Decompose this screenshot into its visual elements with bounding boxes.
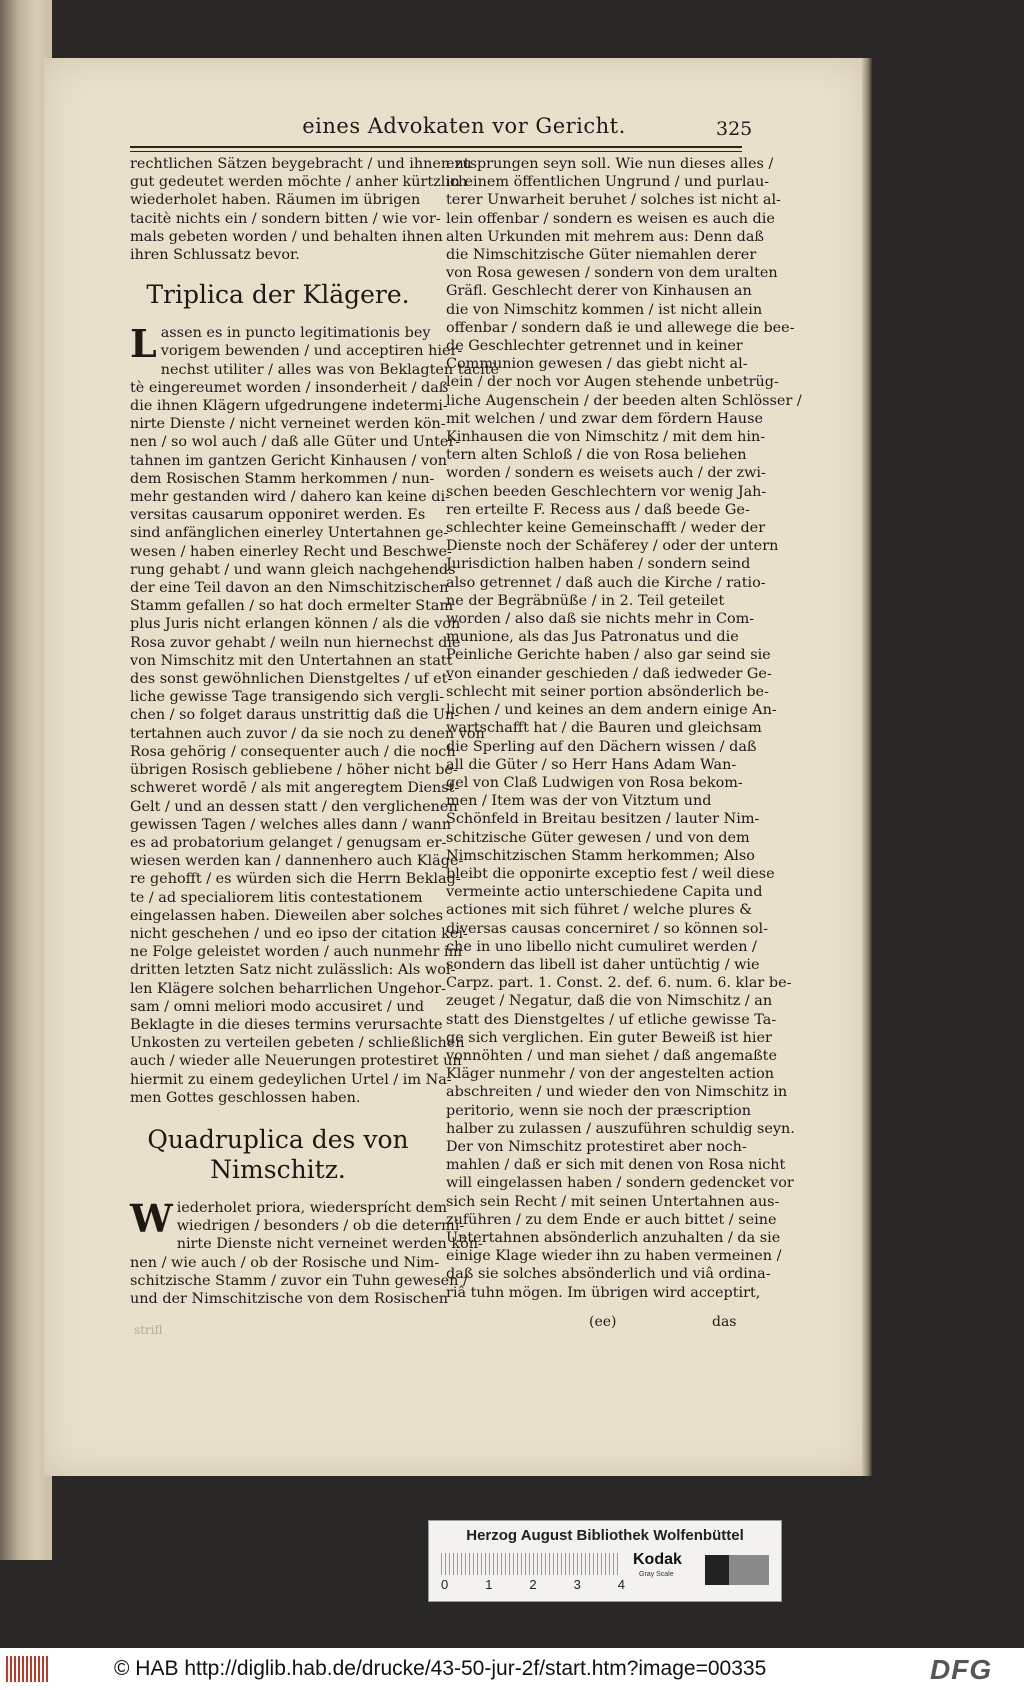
text-line: men / Item was der von Vitztum und <box>446 793 712 810</box>
text-line: tahnen im gantzen Gericht Kinhausen / von <box>130 452 448 469</box>
text-line: sam / omni meliori modo accusiret / und <box>130 998 425 1015</box>
text-line: Jurisdiction halben haben / sondern seind <box>446 556 751 573</box>
section-quadruplica <box>130 1195 483 1308</box>
page-number: 325 <box>716 118 753 140</box>
text-line: all die Güter / so Herr Hans Adam Wan- <box>446 756 737 773</box>
text-line: die ihnen Klägern ufgedrungene indetermi- <box>130 398 448 415</box>
text-line: schweret wordē / als mit angeregtem Dienst- <box>130 780 460 797</box>
text-line: sich sein Recht / mit seinen Untertahnen aus- <box>446 1193 780 1210</box>
text-line: Gräfl. Geschlecht derer von Kinhausen an <box>446 283 752 300</box>
text-line: actiones mit sich führet / welche plures & <box>446 902 753 919</box>
text-line: wiesen werden kan / dannenhero auch Kläge- <box>130 853 464 870</box>
text-line: wiedrigen / besonders / ob die determi- <box>176 1218 465 1235</box>
text-line: mit welchen / und zwar dem fördern Hause <box>446 410 763 427</box>
scale-number: 1 <box>485 1577 493 1592</box>
text-line: alten Urkunden mit mehrem aus: Denn daß <box>446 228 765 245</box>
text-line: abschreiten / und wieder den von Nimschitz in <box>446 1084 788 1101</box>
text-line: ne der Begräbnüße / in 2. Teil geteilet <box>446 592 725 609</box>
text-line: men Gottes geschlossen haben. <box>130 1089 361 1106</box>
text-line: Stamm gefallen / so hat doch ermelter Stam <box>130 598 454 615</box>
page-edge <box>862 58 872 1476</box>
text-line: Schönfeld in Breitau besitzen / lauter Nim- <box>446 811 760 828</box>
text-line: vorigem bewenden / und acceptiren hier- <box>160 343 463 360</box>
drop-cap: L <box>130 321 157 367</box>
footer-bar <box>0 1648 1024 1690</box>
text-line: gel von Claß Ludwigen von Rosa bekom- <box>446 774 743 791</box>
text-line: mehr gestanden wird / dahero kan keine di- <box>130 489 450 506</box>
text-line: len Klägere solchen beharrlichen Ungehor- <box>130 980 446 997</box>
text-line: entsprungen seyn soll. Wie nun dieses alles / <box>446 156 774 172</box>
section-quadruplica-text <box>130 1195 483 1308</box>
text-line: also getrennet / daß auch die Kirche / ratio- <box>446 574 766 591</box>
text-line: terer Unwarheit beruhet / solches ist nicht al- <box>446 192 781 209</box>
text-line: nechst utiliter / alles was von Beklagten tacitè <box>160 361 500 378</box>
text-line: dritten letzten Satz nicht zulässlich: Als wol- <box>130 962 456 979</box>
text-line: Kinhausen die von Nimschitz / mit dem hin- <box>446 429 766 446</box>
text-line: Gelt / und an dessen statt / den verglichenen <box>130 798 458 815</box>
running-head: eines Advokaten vor Gericht. <box>302 114 626 138</box>
gray-patch <box>729 1555 769 1585</box>
text-line: munione, als das Jus Patronatus und die <box>446 629 739 646</box>
right-column <box>446 155 802 1302</box>
text-line: von Rosa gewesen / sondern von dem uralten <box>446 265 778 282</box>
text-line: schlecht mit seiner portion absönderlich be- <box>446 683 769 700</box>
text-line: Beklagte in die dieses termins verursachte <box>130 1016 443 1033</box>
text-line: Rosa zuvor gehabt / weiln nun hiernechst die <box>130 634 461 651</box>
text-line: es ad probatorium gelanget / genugsam er- <box>130 834 447 851</box>
left-column <box>130 155 500 1308</box>
section-triplica <box>130 321 500 1107</box>
ruler-scale <box>441 1553 621 1575</box>
signature-mark: (ee) <box>589 1314 617 1330</box>
text-line: die von Nimschitz kommen / ist nicht allein <box>446 301 763 318</box>
text-line: liche Augenschein / der beeden alten Schlösser / <box>446 392 802 409</box>
text-line: die Nimschitzische Güter niemahlen derer <box>446 247 757 264</box>
text-line: vermeinte actio unterschiedene Capita und <box>446 884 763 901</box>
text-line: de Geschlechter getrennet und in keiner <box>446 338 743 355</box>
text-line: sondern das libell ist daher untüchtig / wie <box>446 956 760 973</box>
header-rule <box>130 146 742 152</box>
text-line: vonnöhten / und man siehet / daß angemaßte <box>446 1047 777 1064</box>
text-line: diversas causas concerniret / so können sol- <box>446 920 769 937</box>
text-line: schen beeden Geschlechtern vor wenig Jah- <box>446 483 767 500</box>
text-line: übrigen Rosisch gebliebene / höher nicht be- <box>130 762 458 779</box>
text-line: gut gedeutet werden möchte / anher kürtzlich <box>130 174 468 191</box>
text-line: zeuget / Negatur, daß die von Nimschitz / an <box>446 993 773 1010</box>
text-line: versitas causarum opponiret werden. Es <box>130 507 426 524</box>
text-line: Rosa gehörig / consequenter auch / die noch <box>130 743 456 760</box>
text-line: wesen / haben einerley Recht und Beschwe- <box>130 543 452 560</box>
text-line: assen es in puncto legitimationis bey <box>160 325 431 342</box>
text-line: riâ tuhn mögen. Im übrigen wird acceptirt, <box>446 1284 761 1301</box>
text-line: mals gebeten worden / und behalten ihnen <box>130 228 443 245</box>
text-line: Carpz. part. 1. Const. 2. def. 6. num. 6. klar be- <box>446 975 792 992</box>
text-line: rechtlichen Sätzen beygebracht / und ihnen zu <box>130 156 472 172</box>
hab-barcode-icon <box>6 1656 48 1682</box>
text-line: mahlen / daß er sich mit denen von Rosa nicht <box>446 1157 786 1174</box>
footer-url[interactable]: © HAB http://diglib.hab.de/drucke/43-50-jur-2f/start.htm?image=00335 <box>114 1657 767 1680</box>
text-line: von Nimschitz mit den Untertahnen an statt <box>130 652 453 669</box>
text-line: dem Rosischen Stamm herkommen / nun- <box>130 470 435 487</box>
text-line: ihren Schlussatz bevor. <box>130 247 300 264</box>
text-line: Peinliche Gerichte haben / also gar seind sie <box>446 647 771 664</box>
black-patch <box>705 1555 729 1585</box>
text-line: und der Nimschitzische von dem Rosischen <box>130 1290 448 1307</box>
text-line: nen / so wol auch / daß alle Güter und Unter- <box>130 434 461 451</box>
text-line: worden / sondern es weisets auch / der zwi- <box>446 465 766 482</box>
text-line: Dienste noch der Schäferey / oder der untern <box>446 538 779 555</box>
text-line: eingelassen haben. Dieweilen aber solches <box>130 907 444 924</box>
text-line: die Sperling auf den Dächern wissen / daß <box>446 738 757 755</box>
text-line: schlechter keine Gemeinschafft / weder der <box>446 520 766 537</box>
text-line: schitzische Stamm / zuvor ein Tuhn gewesen / <box>130 1272 468 1289</box>
text-line: auch / wieder alle Neuerungen protestiret un <box>130 1053 462 1070</box>
scale-number: 4 <box>617 1577 625 1592</box>
text-line: nicht geschehen / und eo ipso der citation kei- <box>130 925 468 942</box>
heading-quadruplica-line2: Nimschitz. <box>210 1154 346 1184</box>
text-line: wiederholet haben. Räumen im übrigen <box>130 192 421 209</box>
text-line: schitzische Güter gewesen / und von dem <box>446 829 750 846</box>
book-page <box>44 58 866 1476</box>
text-line: statt des Dienstgeltes / uf etliche gewisse Ta- <box>446 1011 777 1028</box>
text-line: zuführen / zu dem Ende er auch bittet / seine <box>446 1211 777 1228</box>
text-line: des sonst gewöhnlichen Dienstgeltes / uf et- <box>130 671 453 688</box>
kodak-logo: Kodak <box>633 1551 682 1568</box>
text-line: hiermit zu einem gedeylichen Urtel / im Na- <box>130 1071 452 1088</box>
text-line: offenbar / sondern daß ie und allewege die bee- <box>446 319 795 336</box>
text-line: tacitè nichts ein / sondern bitten / wie vor- <box>130 210 441 227</box>
text-line: gewissen Tagen / welches alles dann / wann <box>130 816 452 833</box>
text-line: nen / wie auch / ob der Rosische und Nim- <box>130 1254 440 1271</box>
heading-triplica: Triplica der Klägere. <box>146 280 410 310</box>
text-line: Communion gewesen / das giebt nicht al- <box>446 356 748 373</box>
text-line: worden / also daß sie nichts mehr in Com- <box>446 611 755 628</box>
section-triplica-text <box>130 321 500 1107</box>
text-line: te / ad specialiorem litis contestationem <box>130 889 423 906</box>
text-line: che in uno libello nicht cumuliret werden / <box>446 938 757 955</box>
text-line: rung gehabt / und wann gleich nachgehends <box>130 561 456 578</box>
heading-quadruplica-line1: Quadruplica des von <box>147 1124 409 1154</box>
drop-cap: W <box>130 1195 173 1241</box>
text-line: tern alten Schloß / die von Rosa beliehen <box>446 447 747 464</box>
text-line: re gehofft / es würden sich die Herrn Beklag- <box>130 871 461 888</box>
dfg-logo: DFG <box>930 1654 993 1685</box>
text-line: Der von Nimschitz protestiret aber noch- <box>446 1138 747 1155</box>
color-target <box>428 1520 782 1602</box>
gray-scale-label: Gray Scale <box>639 1571 674 1578</box>
text-line: wartschafft hat / die Bauren und gleichsam <box>446 720 762 737</box>
text-line: tertahnen auch zuvor / da sie noch zu denen von <box>130 725 485 742</box>
left-top-paragraph <box>130 155 472 264</box>
text-line: chen / so folget daraus unstrittig daß die Un- <box>130 707 460 724</box>
text-line: ren erteilte F. Recess aus / daß beede Ge- <box>446 501 750 518</box>
text-line: ne Folge geleistet worden / auch nunmehr im <box>130 944 463 961</box>
catchword: das <box>712 1314 737 1330</box>
text-line: daß sie solches absönderlich und viâ ordina- <box>446 1266 771 1283</box>
text-line: iederholet priora, wiedersprícht dem <box>176 1199 447 1216</box>
heading-quadruplica <box>130 1125 426 1185</box>
scale-numbers <box>441 1577 625 1592</box>
text-line: nirte Dienste / nicht verneinet werden kön- <box>130 416 446 433</box>
scale-number: 3 <box>573 1577 581 1592</box>
scale-number: 0 <box>441 1577 449 1592</box>
text-line: Kläger nunmehr / von der angestelten action <box>446 1066 775 1083</box>
text-line: Untertahnen absönderlich anzuhalten / da sie <box>446 1229 781 1246</box>
text-line: liche gewisse Tage transigendo sich vergli- <box>130 689 445 706</box>
text-line: peritorio, wenn sie noch der præscription <box>446 1102 752 1119</box>
text-line: plus Juris nicht erlangen können / als die von <box>130 616 461 633</box>
text-line: nirte Dienste nicht verneinet werden kön- <box>176 1236 483 1253</box>
scale-number: 2 <box>529 1577 537 1592</box>
text-line: von einander geschieden / daß iedweder Ge- <box>446 665 772 682</box>
text-line: lein / der noch vor Augen stehende unbetrüg- <box>446 374 779 391</box>
text-line: sind anfänglichen einerley Untertahnen ge- <box>130 525 449 542</box>
text-line: einige Klage wieder ihn zu haben vermeinen / <box>446 1248 782 1265</box>
text-line: Nimschitzischen Stamm herkommen; Also <box>446 847 755 864</box>
text-line: bleibt die opponirte exceptio fest / weil diese <box>446 865 775 882</box>
institution-name: Herzog August Bibliothek Wolfenbüttel <box>466 1527 744 1544</box>
text-line: lichen / und keines an dem andern einige An- <box>446 702 777 719</box>
text-line: lein offenbar / sondern es weisen es auch die <box>446 210 775 227</box>
text-line: halber zu zulassen / auszuführen schuldig seyn. <box>446 1120 795 1137</box>
text-line: tè eingereumet worden / insonderheit / daß <box>130 379 449 396</box>
text-line: Unkosten zu verteilen gebeten / schließlichen <box>130 1035 465 1052</box>
text-line: in einem öffentlichen Ungrund / und purlau- <box>446 174 770 191</box>
text-line: will eingelassen haben / sondern gedencket vor <box>446 1175 794 1192</box>
text-line: der eine Teil davon an den Nimschitzischen <box>130 580 449 597</box>
bleed-through-mark: strifl <box>134 1323 163 1337</box>
text-line: ge sich verglichen. Ein guter Beweiß ist hier <box>446 1029 772 1046</box>
